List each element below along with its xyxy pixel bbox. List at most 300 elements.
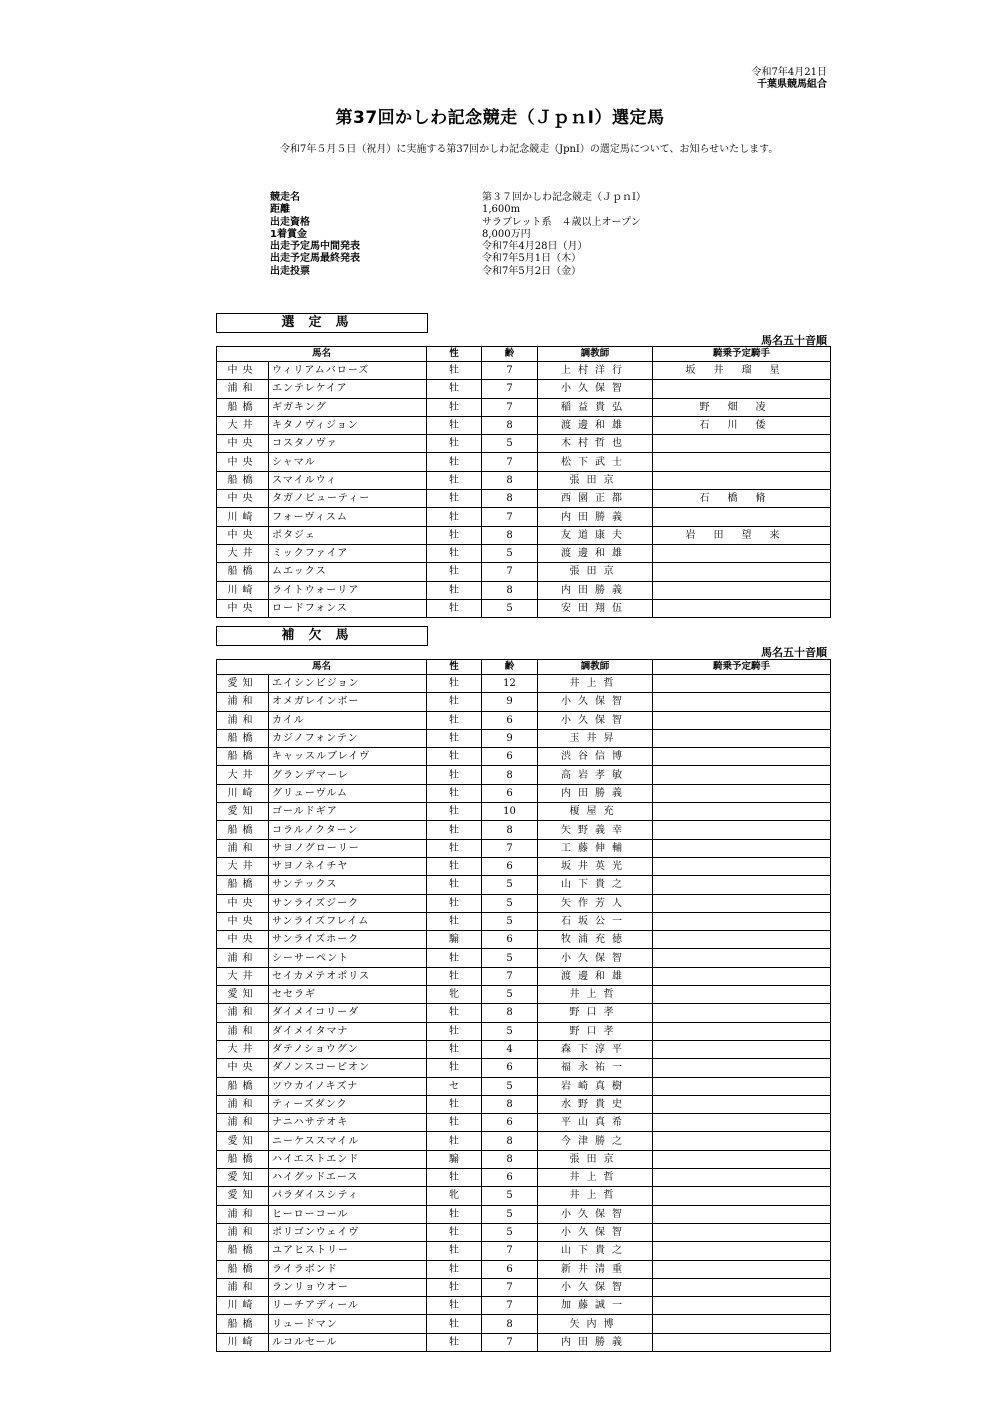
info-value: 1,600m xyxy=(482,204,521,216)
region-cell: 中央 xyxy=(217,435,269,453)
table-row xyxy=(217,784,831,802)
age-cell: 6 xyxy=(482,1059,538,1077)
jockey-cell xyxy=(653,1022,831,1040)
trainer-cell: 榎屋充 xyxy=(538,803,653,821)
age-cell: 12 xyxy=(482,675,538,693)
sex-cell: 牡 xyxy=(427,599,482,617)
trainer-cell: 渡邊和雄 xyxy=(538,416,653,434)
age-cell: 5 xyxy=(482,544,538,562)
trainer-cell: 矢野義幸 xyxy=(538,821,653,839)
sex-cell: 牡 xyxy=(427,711,482,729)
trainer-cell: 高岩孝敏 xyxy=(538,766,653,784)
table-row xyxy=(217,471,831,489)
table-row xyxy=(217,581,831,599)
region-cell: 船橋 xyxy=(217,1260,269,1278)
jockey-cell xyxy=(653,435,831,453)
sex-cell: 牡 xyxy=(427,398,482,416)
jockey-cell: 石橋脩 xyxy=(653,490,831,508)
jockey-cell xyxy=(653,1040,831,1058)
jockey-cell xyxy=(653,563,831,581)
jockey-cell xyxy=(653,1297,831,1315)
table-row xyxy=(217,362,831,380)
sex-cell: 牡 xyxy=(427,857,482,875)
age-cell: 7 xyxy=(482,380,538,398)
age-cell: 9 xyxy=(482,693,538,711)
age-cell: 5 xyxy=(482,912,538,930)
age-cell: 7 xyxy=(482,563,538,581)
intro-text: 令和7年５月５日（祝月）に実施する第37回かしわ記念競走（JpnⅠ）の選定馬について、お知らせいたします。 xyxy=(280,144,779,155)
age-cell: 5 xyxy=(482,599,538,617)
age-cell: 7 xyxy=(482,839,538,857)
age-cell: 7 xyxy=(482,1278,538,1296)
jockey-cell xyxy=(653,912,831,930)
horse-name-cell: ギガキング xyxy=(269,398,427,416)
region-cell: 浦和 xyxy=(217,1022,269,1040)
sex-cell: 牡 xyxy=(427,967,482,985)
age-cell: 8 xyxy=(482,1004,538,1022)
horse-name-cell: ハイグッドエース xyxy=(269,1169,427,1187)
info-label: 競走名 xyxy=(270,192,300,203)
table-row xyxy=(217,1169,831,1187)
age-cell: 8 xyxy=(482,471,538,489)
info-label: 出走資格 xyxy=(270,216,310,228)
col-header-sex: 性 xyxy=(427,347,482,362)
region-cell: 船橋 xyxy=(217,1150,269,1168)
region-cell: 中央 xyxy=(217,894,269,912)
region-cell: 船橋 xyxy=(217,876,269,894)
sex-cell: 牡 xyxy=(427,416,482,434)
horse-name-cell: サヨノネイチヤ xyxy=(269,857,427,875)
table-row xyxy=(217,931,831,949)
horse-name-cell: キタノヴィジョン xyxy=(269,416,427,434)
age-cell: 6 xyxy=(482,1169,538,1187)
jockey-cell xyxy=(653,967,831,985)
sex-cell: 騸 xyxy=(427,931,482,949)
horse-name-cell: サンライズジーク xyxy=(269,894,427,912)
table-row xyxy=(217,821,831,839)
jockey-cell xyxy=(653,784,831,802)
region-cell: 船橋 xyxy=(217,729,269,747)
region-cell: 川崎 xyxy=(217,1297,269,1315)
reserve-order-note: 馬名五十音順 xyxy=(761,646,827,659)
age-cell: 5 xyxy=(482,986,538,1004)
table-row xyxy=(217,1187,831,1205)
jockey-cell xyxy=(653,986,831,1004)
sex-cell: 牡 xyxy=(427,453,482,471)
sex-cell: 牡 xyxy=(427,544,482,562)
horse-name-cell: ライラボンド xyxy=(269,1260,427,1278)
region-cell: 浦和 xyxy=(217,1095,269,1113)
age-cell: 5 xyxy=(482,1022,538,1040)
jockey-cell xyxy=(653,1132,831,1150)
region-cell: 中央 xyxy=(217,599,269,617)
table-row xyxy=(217,986,831,1004)
age-cell: 6 xyxy=(482,1260,538,1278)
table-row xyxy=(217,675,831,693)
horse-name-cell: ニーケススマイル xyxy=(269,1132,427,1150)
sex-cell: 牡 xyxy=(427,1022,482,1040)
age-cell: 7 xyxy=(482,398,538,416)
region-cell: 浦和 xyxy=(217,711,269,729)
region-cell: 愛知 xyxy=(217,1187,269,1205)
info-label: 出走予定馬中間発表 xyxy=(270,241,360,253)
jockey-cell xyxy=(653,581,831,599)
horse-name-cell: カジノフォンテン xyxy=(269,729,427,747)
info-label: 出走投票 xyxy=(270,265,310,277)
horse-name-cell: ランリョウオー xyxy=(269,1278,427,1296)
info-row xyxy=(270,229,750,241)
trainer-cell: 内田勝義 xyxy=(538,784,653,802)
age-cell: 8 xyxy=(482,821,538,839)
horse-name-cell: ミックファイア xyxy=(269,544,427,562)
horse-name-cell: リュードマン xyxy=(269,1315,427,1333)
table-row xyxy=(217,729,831,747)
jockey-cell xyxy=(653,471,831,489)
sex-cell: 牡 xyxy=(427,748,482,766)
sex-cell: 牡 xyxy=(427,471,482,489)
age-cell: 8 xyxy=(482,1095,538,1113)
document-date: 令和7年4月21日 xyxy=(751,67,827,78)
table-row xyxy=(217,1242,831,1260)
sex-cell: セ xyxy=(427,1077,482,1095)
horse-name-cell: コラルノクターン xyxy=(269,821,427,839)
jockey-cell: 岩田望来 xyxy=(653,526,831,544)
table-row xyxy=(217,544,831,562)
table-row xyxy=(217,912,831,930)
region-cell: 川崎 xyxy=(217,1333,269,1351)
jockey-cell xyxy=(653,1169,831,1187)
jockey-cell xyxy=(653,1150,831,1168)
table-row xyxy=(217,453,831,471)
organization-name: 千葉県競馬組合 xyxy=(757,79,827,90)
sex-cell: 牡 xyxy=(427,1278,482,1296)
table-row xyxy=(217,599,831,617)
trainer-cell: 森下淳平 xyxy=(538,1040,653,1058)
col-header-jockey: 騎乗予定騎手 xyxy=(653,660,831,675)
trainer-cell: 工藤伸輔 xyxy=(538,839,653,857)
age-cell: 6 xyxy=(482,784,538,802)
region-cell: 浦和 xyxy=(217,949,269,967)
table-row xyxy=(217,526,831,544)
jockey-cell xyxy=(653,1315,831,1333)
sex-cell: 牡 xyxy=(427,784,482,802)
age-cell: 7 xyxy=(482,967,538,985)
trainer-cell: 小久保智 xyxy=(538,1205,653,1223)
age-cell: 8 xyxy=(482,581,538,599)
horse-name-cell: グランデマーレ xyxy=(269,766,427,784)
table-row xyxy=(217,1223,831,1241)
sex-cell: 牡 xyxy=(427,949,482,967)
trainer-cell: 野口孝 xyxy=(538,1004,653,1022)
trainer-cell: 友道康夫 xyxy=(538,526,653,544)
table-row xyxy=(217,1333,831,1351)
trainer-cell: 小久保智 xyxy=(538,693,653,711)
trainer-cell: 玉井昇 xyxy=(538,729,653,747)
jockey-cell xyxy=(653,1095,831,1113)
age-cell: 5 xyxy=(482,435,538,453)
horse-name-cell: カイル xyxy=(269,711,427,729)
jockey-cell xyxy=(653,1077,831,1095)
region-cell: 浦和 xyxy=(217,1004,269,1022)
horse-name-cell: グリューヴルム xyxy=(269,784,427,802)
table-row xyxy=(217,1114,831,1132)
table-row xyxy=(217,857,831,875)
table-row xyxy=(217,1205,831,1223)
table-row xyxy=(217,1059,831,1077)
jockey-cell xyxy=(653,693,831,711)
jockey-cell: 坂井瑠星 xyxy=(653,362,831,380)
trainer-cell: 井上哲 xyxy=(538,675,653,693)
jockey-cell xyxy=(653,803,831,821)
jockey-cell xyxy=(653,1242,831,1260)
selected-order-note: 馬名五十音順 xyxy=(761,334,827,347)
trainer-cell: 井上哲 xyxy=(538,1169,653,1187)
region-cell: 船橋 xyxy=(217,471,269,489)
trainer-cell: 山下貴之 xyxy=(538,1242,653,1260)
trainer-cell: 平山真希 xyxy=(538,1114,653,1132)
region-cell: 船橋 xyxy=(217,1242,269,1260)
age-cell: 5 xyxy=(482,949,538,967)
col-header-age: 齢 xyxy=(482,660,538,675)
table-row xyxy=(217,711,831,729)
table-row xyxy=(217,839,831,857)
jockey-cell xyxy=(653,711,831,729)
table-row xyxy=(217,380,831,398)
age-cell: 8 xyxy=(482,526,538,544)
age-cell: 7 xyxy=(482,1297,538,1315)
col-header-name: 馬名 xyxy=(217,347,427,362)
region-cell: 大井 xyxy=(217,967,269,985)
selected-heading: 選定馬 xyxy=(216,313,428,333)
table-row xyxy=(217,1132,831,1150)
horse-name-cell: キャッスルブレイヴ xyxy=(269,748,427,766)
sex-cell: 牡 xyxy=(427,876,482,894)
region-cell: 浦和 xyxy=(217,1205,269,1223)
info-row xyxy=(270,217,750,229)
region-cell: 浦和 xyxy=(217,1278,269,1296)
sex-cell: 牡 xyxy=(427,1205,482,1223)
jockey-cell xyxy=(653,453,831,471)
table-row xyxy=(217,1004,831,1022)
table-row xyxy=(217,894,831,912)
sex-cell: 牡 xyxy=(427,1059,482,1077)
table-row xyxy=(217,1022,831,1040)
sex-cell: 牡 xyxy=(427,1260,482,1278)
table-row xyxy=(217,416,831,434)
trainer-cell: 石坂公一 xyxy=(538,912,653,930)
trainer-cell: 福永祐一 xyxy=(538,1059,653,1077)
region-cell: 船橋 xyxy=(217,398,269,416)
trainer-cell: 山下貴之 xyxy=(538,876,653,894)
info-value: サラブレット系 ４歳以上オープン xyxy=(482,216,641,228)
table-row xyxy=(217,508,831,526)
info-row xyxy=(270,266,750,278)
info-row xyxy=(270,241,750,253)
trainer-cell: 新井清重 xyxy=(538,1260,653,1278)
jockey-cell xyxy=(653,599,831,617)
reserve-horses-table xyxy=(216,659,831,1352)
jockey-cell xyxy=(653,544,831,562)
horse-name-cell: ダイメイタマナ xyxy=(269,1022,427,1040)
sex-cell: 牡 xyxy=(427,1004,482,1022)
trainer-cell: 安田翔伍 xyxy=(538,599,653,617)
horse-name-cell: ツウカイノキズナ xyxy=(269,1077,427,1095)
age-cell: 8 xyxy=(482,766,538,784)
trainer-cell: 小久保智 xyxy=(538,949,653,967)
region-cell: 中央 xyxy=(217,931,269,949)
table-row xyxy=(217,803,831,821)
info-row xyxy=(270,253,750,265)
region-cell: 船橋 xyxy=(217,1315,269,1333)
info-value: 令和7年5月1日（木） xyxy=(482,253,582,265)
selected-horses-table xyxy=(216,346,831,618)
sex-cell: 騸 xyxy=(427,1150,482,1168)
region-cell: 大井 xyxy=(217,416,269,434)
region-cell: 愛知 xyxy=(217,803,269,821)
trainer-cell: 加藤誠一 xyxy=(538,1297,653,1315)
trainer-cell: 水野貴史 xyxy=(538,1095,653,1113)
sex-cell: 牡 xyxy=(427,581,482,599)
horse-name-cell: サヨノグローリー xyxy=(269,839,427,857)
info-row xyxy=(270,192,750,204)
jockey-cell xyxy=(653,748,831,766)
trainer-cell: 張田京 xyxy=(538,1150,653,1168)
age-cell: 8 xyxy=(482,1150,538,1168)
age-cell: 8 xyxy=(482,490,538,508)
sex-cell: 牡 xyxy=(427,526,482,544)
trainer-cell: 張田京 xyxy=(538,563,653,581)
region-cell: 船橋 xyxy=(217,1077,269,1095)
horse-name-cell: ナニハサテオキ xyxy=(269,1114,427,1132)
info-label: 距離 xyxy=(270,204,290,216)
info-value: 8,000万円 xyxy=(482,228,531,240)
horse-name-cell: サンライズフレイム xyxy=(269,912,427,930)
page-title: 第37回かしわ記念競走（ＪｐｎⅠ）選定馬 xyxy=(335,108,665,128)
age-cell: 8 xyxy=(482,1315,538,1333)
horse-name-cell: ロードフォンス xyxy=(269,599,427,617)
table-row xyxy=(217,490,831,508)
region-cell: 愛知 xyxy=(217,1132,269,1150)
table-row xyxy=(217,1040,831,1058)
age-cell: 4 xyxy=(482,1040,538,1058)
jockey-cell xyxy=(653,1260,831,1278)
jockey-cell xyxy=(653,1278,831,1296)
table-row xyxy=(217,1297,831,1315)
horse-name-cell: ポリゴンウェイヴ xyxy=(269,1223,427,1241)
jockey-cell xyxy=(653,1223,831,1241)
sex-cell: 牡 xyxy=(427,729,482,747)
region-cell: 浦和 xyxy=(217,839,269,857)
jockey-cell xyxy=(653,821,831,839)
horse-name-cell: スマイルウィ xyxy=(269,471,427,489)
trainer-cell: 岩崎真樹 xyxy=(538,1077,653,1095)
sex-cell: 牡 xyxy=(427,563,482,581)
trainer-cell: 井上哲 xyxy=(538,986,653,1004)
region-cell: 船橋 xyxy=(217,563,269,581)
horse-name-cell: ルコルセール xyxy=(269,1333,427,1351)
horse-name-cell: エイシンビジョン xyxy=(269,675,427,693)
info-label: 出走予定馬最終発表 xyxy=(270,253,360,265)
horse-name-cell: ゴールドギア xyxy=(269,803,427,821)
sex-cell: 牡 xyxy=(427,766,482,784)
age-cell: 10 xyxy=(482,803,538,821)
sex-cell: 牡 xyxy=(427,1132,482,1150)
jockey-cell xyxy=(653,1333,831,1351)
age-cell: 5 xyxy=(482,894,538,912)
jockey-cell xyxy=(653,894,831,912)
sex-cell: 牡 xyxy=(427,894,482,912)
region-cell: 愛知 xyxy=(217,1169,269,1187)
region-cell: 大井 xyxy=(217,1040,269,1058)
sex-cell: 牡 xyxy=(427,508,482,526)
sex-cell: 牡 xyxy=(427,821,482,839)
age-cell: 6 xyxy=(482,711,538,729)
region-cell: 愛知 xyxy=(217,986,269,1004)
trainer-cell: 矢内博 xyxy=(538,1315,653,1333)
table-row xyxy=(217,1315,831,1333)
table-row xyxy=(217,748,831,766)
age-cell: 7 xyxy=(482,1333,538,1351)
region-cell: 川崎 xyxy=(217,784,269,802)
horse-name-cell: ウィリアムバローズ xyxy=(269,362,427,380)
sex-cell: 牡 xyxy=(427,693,482,711)
sex-cell: 牡 xyxy=(427,912,482,930)
table-row xyxy=(217,1260,831,1278)
horse-name-cell: タガノビューティー xyxy=(269,490,427,508)
sex-cell: 牡 xyxy=(427,1242,482,1260)
horse-name-cell: フォーヴィスム xyxy=(269,508,427,526)
horse-name-cell: シャマル xyxy=(269,453,427,471)
jockey-cell xyxy=(653,931,831,949)
age-cell: 6 xyxy=(482,1114,538,1132)
trainer-cell: 野口孝 xyxy=(538,1022,653,1040)
trainer-cell: 小久保智 xyxy=(538,1278,653,1296)
region-cell: 大井 xyxy=(217,766,269,784)
race-info xyxy=(270,192,750,278)
age-cell: 6 xyxy=(482,748,538,766)
age-cell: 5 xyxy=(482,1077,538,1095)
jockey-cell xyxy=(653,675,831,693)
age-cell: 5 xyxy=(482,1205,538,1223)
info-value: 第３７回かしわ記念競走（ＪｐｎⅠ） xyxy=(482,192,646,203)
trainer-cell: 内田勝義 xyxy=(538,581,653,599)
table-row xyxy=(217,1150,831,1168)
horse-name-cell: サンライズホーク xyxy=(269,931,427,949)
age-cell: 5 xyxy=(482,876,538,894)
jockey-cell xyxy=(653,1004,831,1022)
col-header-name: 馬名 xyxy=(217,660,427,675)
info-value: 令和7年4月28日（月） xyxy=(482,241,588,253)
sex-cell: 牡 xyxy=(427,490,482,508)
age-cell: 8 xyxy=(482,416,538,434)
horse-name-cell: ライトウォーリア xyxy=(269,581,427,599)
jockey-cell xyxy=(653,1059,831,1077)
horse-name-cell: オメガレインボー xyxy=(269,693,427,711)
trainer-cell: 矢作芳人 xyxy=(538,894,653,912)
trainer-cell: 渋谷信博 xyxy=(538,748,653,766)
jockey-cell xyxy=(653,857,831,875)
trainer-cell: 渡邊和雄 xyxy=(538,967,653,985)
horse-name-cell: セイカメテオポリス xyxy=(269,967,427,985)
sex-cell: 牝 xyxy=(427,1187,482,1205)
region-cell: 浦和 xyxy=(217,693,269,711)
trainer-cell: 内田勝義 xyxy=(538,508,653,526)
sex-cell: 牡 xyxy=(427,803,482,821)
age-cell: 7 xyxy=(482,508,538,526)
region-cell: 川崎 xyxy=(217,508,269,526)
sex-cell: 牡 xyxy=(427,1333,482,1351)
col-header-age: 齢 xyxy=(482,347,538,362)
